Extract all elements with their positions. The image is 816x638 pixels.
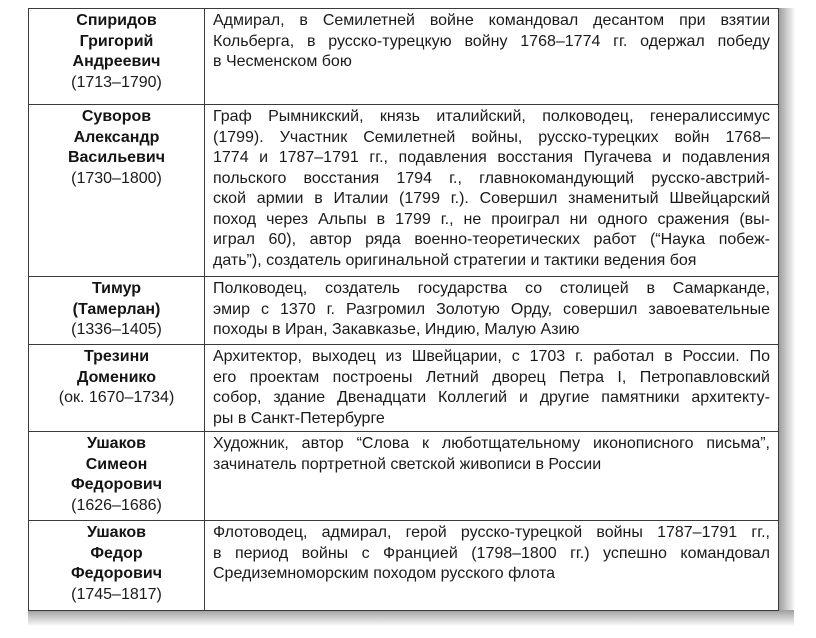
person-name-cell bbox=[29, 105, 205, 277]
table-row bbox=[29, 521, 779, 611]
description-line: поход через Альпы в 1799 г., не проиграл ни одного сражения (вы- bbox=[213, 210, 770, 228]
description-line: Архитектор, выходец из Швейцарии, с 1703 г. работал в России. По bbox=[213, 348, 770, 365]
person-description-cell bbox=[205, 9, 779, 105]
person-years: (1626–1686) bbox=[71, 496, 162, 514]
biographies-table bbox=[28, 8, 779, 611]
description-line: (1799). Участник Семилетней войны, русско-турецких войн 1768– bbox=[213, 128, 770, 146]
description-line: эмир с 1370 г. Разгромил Золотую Орду, совершил завоевательные bbox=[213, 300, 770, 318]
person-name-line: Федорович bbox=[71, 476, 162, 493]
description-line: его проектам построены Летний дворец Петра I, Петропавловский bbox=[213, 368, 770, 386]
person-name-line: Трезини bbox=[83, 348, 150, 365]
description-line: Кольберга, в русско-турецкую войну 1768–1774 гг. одержал победу bbox=[213, 32, 770, 50]
person-description-cell bbox=[205, 277, 779, 345]
person-description-cell bbox=[205, 345, 779, 432]
description-line: собор, здание Двенадцати Коллегий и другие памятники архитекту- bbox=[213, 389, 770, 406]
description-line: ры в Санкт-Петербурге bbox=[213, 409, 385, 427]
person-name-line: Ушаков bbox=[87, 435, 146, 452]
person-name-line: Ушаков bbox=[87, 524, 146, 541]
person-name-cell bbox=[29, 277, 205, 345]
person-description-cell bbox=[205, 521, 779, 611]
table-row bbox=[29, 432, 779, 521]
description-line: дать”), создатель оригинальной стратегии и тактики ведения боя bbox=[213, 251, 697, 269]
person-name-line: Суворов bbox=[81, 108, 152, 125]
person-name-line: Андреевич bbox=[72, 53, 161, 70]
description-line: играл 60), автор ряда военно-теоретических работ (“Наука побеж- bbox=[213, 231, 770, 248]
table-row bbox=[29, 9, 779, 105]
person-name-cell bbox=[29, 9, 205, 105]
person-name-cell bbox=[29, 345, 205, 432]
table-row bbox=[29, 277, 779, 345]
person-name-line: (Тамерлан) bbox=[72, 300, 161, 318]
person-years: (1745–1817) bbox=[71, 585, 162, 603]
description-line: в период войны с Францией (1798–1800 гг.) успешно командовал bbox=[213, 544, 770, 562]
person-years: (1730–1800) bbox=[71, 169, 162, 187]
description-line: 1774 и 1787–1791 гг., подавления восстания Пугачева и подавления bbox=[213, 149, 770, 166]
person-name-line: Спиридов bbox=[76, 12, 157, 29]
description-line: польского восстания 1794 г., главнокомандующий русско-австрий- bbox=[213, 169, 770, 187]
person-name-line: Тимур bbox=[91, 280, 142, 297]
person-description-cell bbox=[205, 105, 779, 277]
description-line: походы в Иран, Закавказье, Индию, Малую Азию bbox=[213, 321, 580, 338]
description-line: в Чесменском бою bbox=[213, 53, 352, 70]
description-line: Флотоводец, адмирал, герой русско-турецкой войны 1787–1791 гг., bbox=[213, 524, 770, 541]
table-row bbox=[29, 345, 779, 432]
person-name-line: Доменико bbox=[77, 368, 156, 386]
description-line: Художник, автор “Слова к люботщательному иконописного письма”, bbox=[213, 435, 770, 452]
person-name-line: Симеон bbox=[85, 455, 148, 473]
description-line: Граф Рымникский, князь италийский, полководец, генералиссимус bbox=[213, 108, 770, 125]
person-name-cell bbox=[29, 432, 205, 521]
description-line: ской армии в Италии (1799 г.). Совершил знаменитый Швейцарский bbox=[213, 190, 770, 207]
table-shadow-right bbox=[779, 8, 795, 622]
person-name-cell bbox=[29, 521, 205, 611]
person-years: (1336–1405) bbox=[71, 321, 162, 338]
person-name-line: Федорович bbox=[71, 565, 162, 582]
person-name-line: Александр bbox=[73, 128, 160, 146]
description-line: Полководец, создатель государства со столицей в Самарканде, bbox=[213, 280, 770, 297]
person-name-line: Григорий bbox=[79, 32, 154, 50]
table-shadow-bottom bbox=[28, 610, 794, 626]
person-description-cell bbox=[205, 432, 779, 521]
person-years: (ок. 1670–1734) bbox=[58, 389, 175, 406]
person-name-line: Федор bbox=[90, 544, 143, 562]
description-line: зачинатель портретной светской живописи в России bbox=[213, 455, 602, 473]
person-name-line: Васильевич bbox=[67, 149, 166, 166]
table-row bbox=[29, 105, 779, 277]
description-line: Адмирал, в Семилетней войне командовал десантом при взятии bbox=[213, 12, 770, 29]
person-years: (1713–1790) bbox=[71, 73, 162, 91]
description-line: Средиземноморским походом русского флота bbox=[213, 565, 556, 582]
